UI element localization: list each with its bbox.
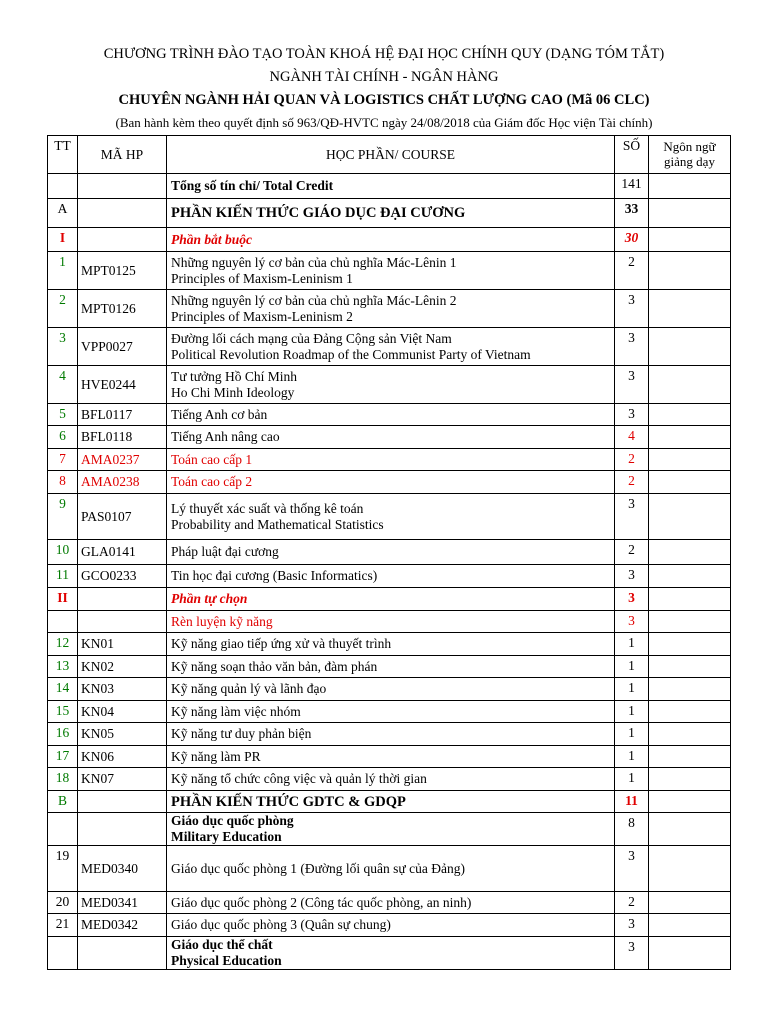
course-name-primary: Tiếng Anh nâng cao [171,429,280,444]
course-name-secondary: Principles of Maxism-Leninism 2 [171,308,353,324]
doc-title-line3: CHUYÊN NGÀNH HẢI QUAN VÀ LOGISTICS CHẤT LƯỢNG CAO (Mã 06 CLC) [118,92,650,108]
course-name-secondary: Ho Chi Minh Ideology [171,384,295,400]
row-language [649,228,731,252]
row-course-code: GCO0233 [78,565,167,588]
row-course-code: GLA0141 [78,540,167,565]
row-course-name [167,701,615,723]
row-course-code: MPT0126 [78,290,167,328]
row-language [649,252,731,290]
row-course-code: KN07 [78,768,167,791]
row-course-name [167,404,615,426]
course-name-primary: Tổng số tín chỉ/ Total Credit [171,178,334,193]
table-row [48,174,731,199]
course-name-primary: Toán cao cấp 1 [171,451,253,467]
row-tt: 13 [48,656,78,678]
course-name-primary: Kỹ năng quản lý và lãnh đạo [171,681,327,696]
row-tt: 18 [48,768,78,791]
row-course-name [167,565,615,588]
row-course-code: KN05 [78,723,167,746]
row-tt: 7 [48,449,78,471]
row-language [649,937,731,970]
table-row [48,290,731,328]
row-tt: 5 [48,404,78,426]
course-name-primary: Giáo dục quốc phòng 3 (Quân sự chung) [171,917,391,932]
course-name-primary: PHẦN KIẾN THỨC GDTC & GDQP [171,793,406,810]
row-tt: B [48,791,78,813]
row-course-name [167,937,615,970]
row-credits: 11 [615,791,649,813]
course-name-primary: Phần bắt buộc [171,231,253,247]
row-language [649,404,731,426]
row-course-code [78,791,167,813]
row-course-name [167,678,615,701]
row-course-name [167,914,615,937]
header-credits: SỐ [615,136,649,174]
row-course-name [167,366,615,404]
row-course-code: PAS0107 [78,494,167,540]
row-credits: 1 [615,656,649,678]
table-header-row [48,136,731,174]
row-course-code [78,174,167,199]
course-name-primary: Toán cao cấp 2 [171,474,253,489]
course-name-primary: Những nguyên lý cơ bản của chủ nghĩa Mác-Lênin 1 [171,254,457,270]
row-credits: 1 [615,678,649,701]
course-name-primary: Kỹ năng giao tiếp ứng xử và thuyết trình [171,636,392,651]
row-course-name [167,611,615,633]
table-row [48,252,731,290]
course-name-primary: Kỹ năng làm việc nhóm [171,703,301,719]
row-tt: 2 [48,290,78,328]
row-credits: 2 [615,892,649,914]
course-name-primary: Kỹ năng tổ chức công việc và quản lý thời gian [171,771,427,786]
row-course-name [167,723,615,746]
course-name-primary: Lý thuyết xác suất và thống kê toán [171,500,364,516]
row-course-name [167,768,615,791]
row-language [649,588,731,611]
row-language [649,174,731,199]
row-language [649,199,731,228]
row-tt: 1 [48,252,78,290]
row-course-code: MED0340 [78,846,167,892]
course-name-primary: Tiếng Anh cơ bản [171,406,268,422]
row-tt: 16 [48,723,78,746]
curriculum-table [47,135,731,970]
course-name-primary: Tư tưởng Hồ Chí Minh [171,368,298,384]
row-course-code: HVE0244 [78,366,167,404]
row-credits: 2 [615,449,649,471]
row-tt [48,937,78,970]
row-language [649,892,731,914]
row-tt: 20 [48,892,78,914]
header-language [649,136,731,174]
row-credits: 3 [615,565,649,588]
course-name-primary: Kỹ năng soạn thảo văn bản, đàm phán [171,658,378,674]
row-credits: 1 [615,768,649,791]
row-tt: 15 [48,701,78,723]
table-row [48,199,731,228]
table-row [48,768,731,791]
row-credits: 3 [615,914,649,937]
row-language [649,366,731,404]
course-name-primary: Pháp luật đại cương [171,544,279,559]
row-course-name [167,633,615,656]
row-course-code: KN06 [78,746,167,768]
row-course-code [78,813,167,846]
course-name-primary: Kỹ năng tư duy phản biện [171,726,312,741]
row-course-code: AMA0238 [78,471,167,494]
table-row [48,328,731,366]
doc-decision-note: (Ban hành kèm theo quyết định số 963/QĐ-HVTC ngày 24/08/2018 của Giám đốc Học viện Tài chính) [115,115,653,130]
course-name-primary: Giáo dục quốc phòng [171,813,294,828]
row-language [649,768,731,791]
row-credits: 141 [615,174,649,199]
row-language [649,846,731,892]
row-tt [48,813,78,846]
row-course-name [167,174,615,199]
row-credits: 1 [615,633,649,656]
row-language [649,426,731,449]
row-course-code: KN03 [78,678,167,701]
table-row [48,449,731,471]
course-name-primary: Đường lối cách mạng của Đảng Cộng sản Việt Nam [171,330,452,346]
row-credits: 3 [615,328,649,366]
row-course-name [167,791,615,813]
table-row [48,426,731,449]
header-course: HỌC PHẦN/ COURSE [167,136,615,174]
table-row [48,914,731,937]
table-row [48,892,731,914]
table-row [48,471,731,494]
table-row [48,937,731,970]
row-language [649,723,731,746]
row-credits: 4 [615,426,649,449]
course-name-primary: Giáo dục thể chất [171,937,273,952]
table-row [48,611,731,633]
row-language [649,656,731,678]
header-tt: TT [48,136,78,174]
row-language [649,746,731,768]
header-language-line1: Ngôn ngữ [663,139,716,154]
table-row [48,723,731,746]
row-tt: 12 [48,633,78,656]
row-course-name [167,846,615,892]
course-name-secondary: Principles of Maxism-Leninism 1 [171,270,353,286]
row-language [649,914,731,937]
table-row [48,228,731,252]
row-language [649,791,731,813]
row-credits: 3 [615,611,649,633]
row-credits: 33 [615,199,649,228]
row-course-name [167,228,615,252]
row-credits: 3 [615,846,649,892]
row-tt [48,611,78,633]
course-name-primary: Tin học đại cương (Basic Informatics) [171,568,378,583]
header-code: MÃ HP [78,136,167,174]
row-tt: A [48,199,78,228]
row-language [649,813,731,846]
table-row [48,366,731,404]
row-course-name [167,746,615,768]
row-credits: 3 [615,366,649,404]
row-credits: 2 [615,540,649,565]
table-row [48,746,731,768]
doc-title-line2: NGÀNH TÀI CHÍNH - NGÂN HÀNG [269,69,499,85]
row-tt: I [48,228,78,252]
row-course-name [167,494,615,540]
row-language [649,701,731,723]
row-course-name [167,328,615,366]
row-tt: 6 [48,426,78,449]
table-row [48,656,731,678]
table-row [48,494,731,540]
table-row [48,633,731,656]
row-tt: II [48,588,78,611]
row-course-code [78,228,167,252]
row-course-code: MPT0125 [78,252,167,290]
row-tt: 21 [48,914,78,937]
row-course-name [167,199,615,228]
row-course-code: VPP0027 [78,328,167,366]
course-name-primary: Phần tự chọn [171,591,248,606]
row-tt: 14 [48,678,78,701]
row-course-code [78,199,167,228]
course-name-primary: PHẦN KIẾN THỨC GIÁO DỤC ĐẠI CƯƠNG [171,205,466,221]
row-language [649,471,731,494]
course-name-primary: Giáo dục quốc phòng 1 (Đường lối quân sự của Đảng) [171,860,465,876]
course-name-secondary: Military Education [171,829,282,844]
row-course-code: MED0341 [78,892,167,914]
row-credits: 2 [615,252,649,290]
row-language [649,494,731,540]
row-tt: 8 [48,471,78,494]
row-credits: 1 [615,723,649,746]
row-course-name [167,471,615,494]
row-tt: 4 [48,366,78,404]
row-course-name [167,813,615,846]
table-row [48,791,731,813]
row-tt: 19 [48,846,78,892]
table-row [48,565,731,588]
row-course-code: MED0342 [78,914,167,937]
course-name-primary: Giáo dục quốc phòng 2 (Công tác quốc phòng, an ninh) [171,894,472,910]
row-course-name [167,588,615,611]
table-row [48,846,731,892]
row-credits: 1 [615,701,649,723]
row-credits: 3 [615,937,649,970]
row-course-name [167,540,615,565]
row-course-name [167,892,615,914]
row-language [649,633,731,656]
course-name-primary: Rèn luyện kỹ năng [171,613,273,629]
row-tt: 9 [48,494,78,540]
row-tt [48,174,78,199]
row-course-name [167,426,615,449]
course-name-secondary: Probability and Mathematical Statistics [171,516,384,532]
row-tt: 11 [48,565,78,588]
row-language [649,565,731,588]
course-name-primary: Những nguyên lý cơ bản của chủ nghĩa Mác-Lênin 2 [171,292,457,308]
row-language [649,678,731,701]
row-course-name [167,290,615,328]
row-language [649,611,731,633]
table-row [48,813,731,846]
row-credits: 30 [615,228,649,252]
table-row [48,701,731,723]
row-course-code: KN04 [78,701,167,723]
table-row [48,404,731,426]
row-tt: 17 [48,746,78,768]
row-credits: 3 [615,404,649,426]
row-language [649,540,731,565]
row-course-code [78,588,167,611]
row-credits: 3 [615,494,649,540]
row-course-code [78,937,167,970]
row-course-code: BFL0118 [78,426,167,449]
row-tt: 3 [48,328,78,366]
doc-title-line1: CHƯƠNG TRÌNH ĐÀO TẠO TOÀN KHOÁ HỆ ĐẠI HỌC CHÍNH QUY (DẠNG TÓM TẮT) [103,46,665,62]
row-credits: 3 [615,290,649,328]
row-tt: 10 [48,540,78,565]
course-name-secondary: Physical Education [171,953,282,968]
row-credits: 3 [615,588,649,611]
row-language [649,290,731,328]
table-row [48,588,731,611]
row-credits: 2 [615,471,649,494]
table-row [48,678,731,701]
row-course-code [78,611,167,633]
course-name-primary: Kỹ năng làm PR [171,748,261,764]
table-row [48,540,731,565]
header-language-line2: giảng dạy [664,154,715,169]
row-course-name [167,449,615,471]
row-course-code: BFL0117 [78,404,167,426]
row-credits: 1 [615,746,649,768]
row-course-code: KN02 [78,656,167,678]
row-course-name [167,656,615,678]
row-course-code: AMA0237 [78,449,167,471]
course-name-secondary: Political Revolution Roadmap of the Communist Party of Vietnam [171,346,531,362]
row-course-code: KN01 [78,633,167,656]
row-credits: 8 [615,813,649,846]
row-language [649,328,731,366]
row-course-name [167,252,615,290]
row-language [649,449,731,471]
